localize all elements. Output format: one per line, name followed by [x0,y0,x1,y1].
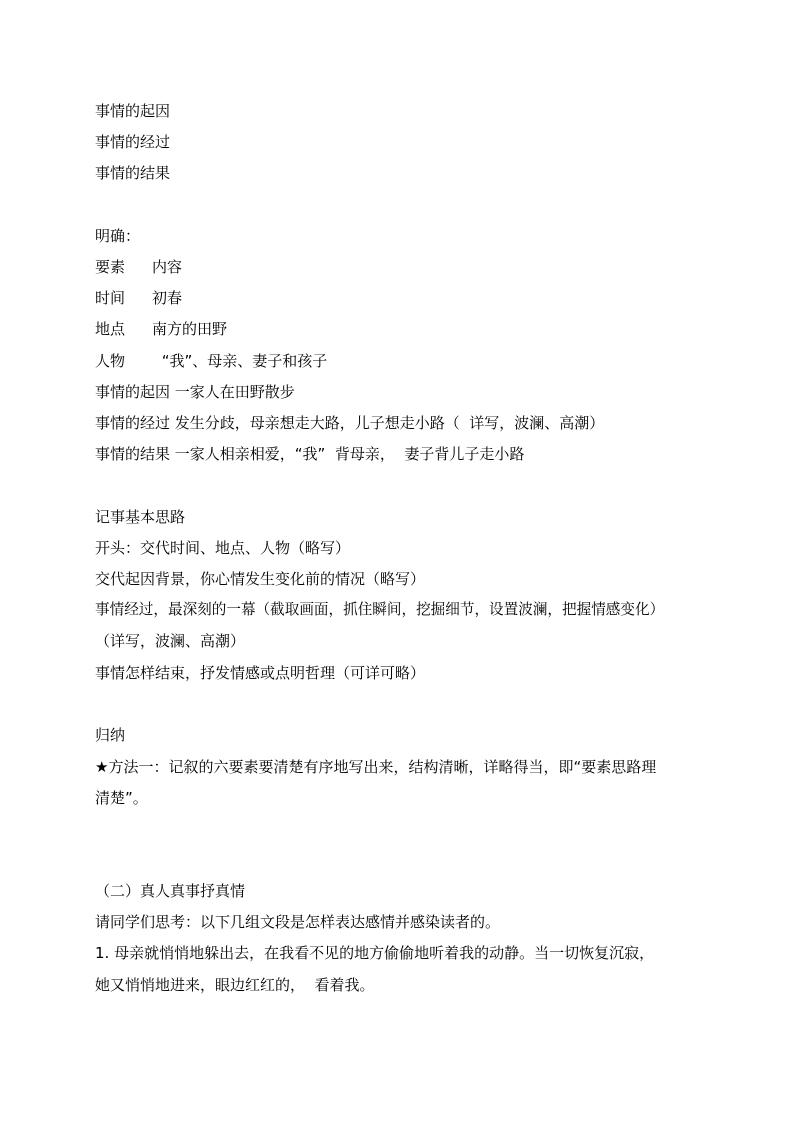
intro-item: 事情的经过 [95,133,171,151]
row-value: 初春 [152,289,183,307]
summary-heading: 归纳 [95,726,126,744]
summary-line: ★方法一：记叙的六要素要清楚有序地写出来，结构清晰，详略得当，即“要素思路理 [95,758,657,776]
summary-line: 清楚”。 [95,789,148,807]
clarify-heading: 明确： [95,227,141,245]
clarify-line: 事情的起因 一家人在田野散步 [95,383,295,401]
row-value: 南方的田野 [152,320,228,338]
paragraph-line: 她又悄悄地进来，眼边红红的， 看着我。 [95,976,375,994]
clarify-row [95,318,228,340]
question-text: 请同学们思考：以下几组文段是怎样表达感情并感染读者的。 [95,913,501,931]
clarify-row [95,287,183,309]
approach-line: （详写，波澜、高潮） [95,632,246,650]
approach-line: 交代起因背景，你心情发生变化前的情况（略写） [95,570,426,588]
row-value: “我”、母亲、妻子和孩子 [157,352,328,370]
clarify-row [95,256,183,278]
row-key: 地点 [95,320,126,338]
paragraph-line: 1. 母亲就悄悄地躲出去，在我看不见的地方偷偷地听着我的动静。当一切恢复沉寂， [95,944,655,962]
row-key: 人物 [95,352,126,370]
clarify-row [95,350,328,372]
intro-item: 事情的结果 [95,164,171,182]
row-key: 时间 [95,289,126,307]
clarify-line: 事情的经过 发生分歧，母亲想走大路，儿子想走小路（ 详写，波澜、高潮） [95,414,605,432]
row-key: 要素 [95,258,126,276]
intro-item: 事情的起因 [95,102,171,120]
approach-line: 开头：交代时间、地点、人物（略写） [95,539,351,557]
section-heading: （二）真人真事抒真情 [95,882,246,900]
approach-line: 事情怎样结束，抒发情感或点明哲理（可详可略） [95,664,426,682]
approach-heading: 记事基本思路 [95,508,186,526]
clarify-line: 事情的结果 一家人相亲相爱，“我” 背母亲， 妻子背儿子走小路 [95,445,525,463]
row-value: 内容 [152,258,183,276]
approach-line: 事情经过，最深刻的一幕（截取画面，抓住瞬间，挖掘细节，设置波澜，把握情感变化） [95,601,665,618]
